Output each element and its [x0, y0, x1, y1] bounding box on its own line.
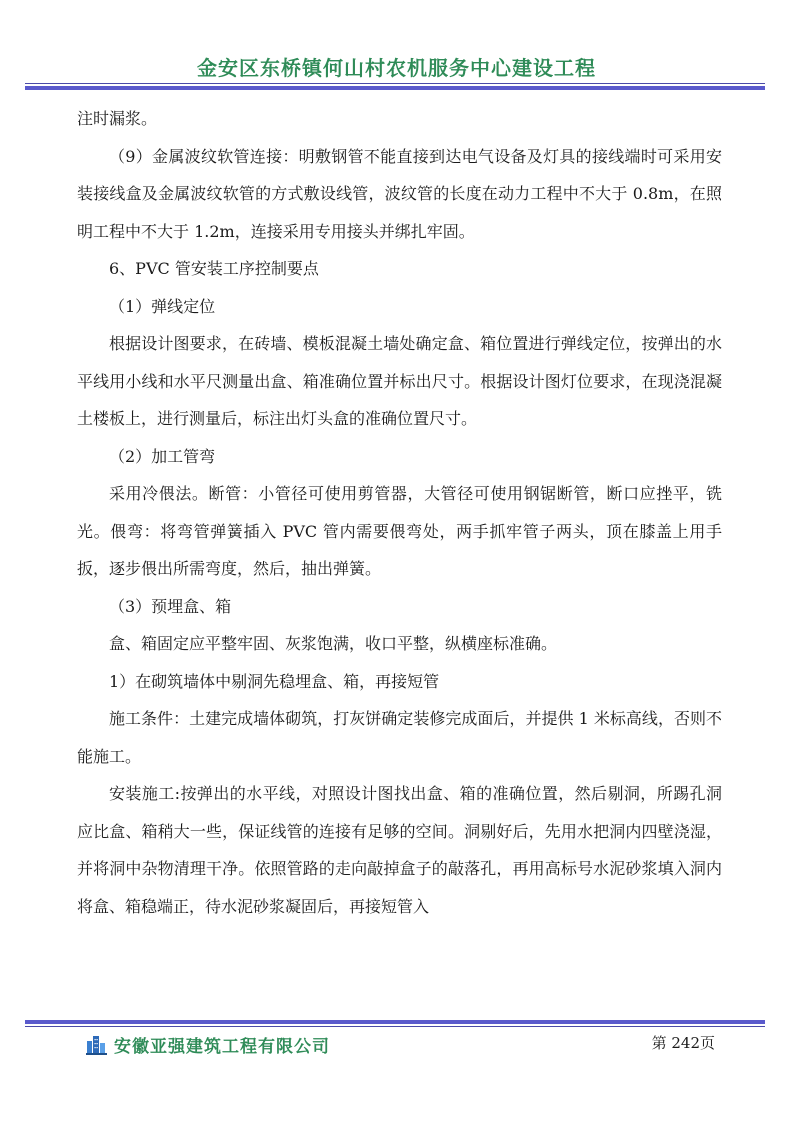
body-paragraph: 安装施工:按弹出的水平线，对照设计图找出盒、箱的准确位置，然后剔洞，所踢孔洞应比盒、箱稍大一些，保证线管的连接有足够的空间。洞剔好后，先用水把洞内四壁浇湿，并将洞中杂物清理干净。依照管路的走向敲掉盒子的敲落孔，再用高标号水泥砂浆填入洞内将盒、箱稳端正，待水泥砂浆凝固后，再接短管入: [77, 784, 722, 916]
page-number: 第 242页: [651, 1034, 715, 1052]
body-paragraph: 施工条件：土建完成墙体砌筑，打灰饼确定装修完成面后，并提供 1 米标高线，否则不能施工。: [77, 709, 722, 766]
header-rule-thin: [25, 83, 765, 84]
footer-company-block: [86, 1030, 330, 1058]
body-paragraph: 注时漏浆。: [77, 109, 158, 128]
footer-rule-thick: [25, 1020, 765, 1024]
body-paragraph: 1）在砌筑墙体中剔洞先稳埋盒、箱，再接短管: [109, 671, 440, 691]
building-logo-icon: [86, 1033, 108, 1055]
header-rule-thick: [25, 86, 765, 90]
page-header-title: 金安区东桥镇何山村农机服务中心建设工程: [197, 56, 596, 80]
body-paragraph: （2）加工管弯: [109, 446, 216, 466]
body-paragraph: 采用冷偎法。断管：小管径可使用剪管器，大管径可使用钢锯断管，断口应挫平，铣光。偎弯：将弯管弹簧插入 PVC 管内需要偎弯处，两手抓牢管子两头，顶在膝盖上用手扳，逐步偎出所需弯度，然后，抽出弹簧。: [77, 484, 722, 578]
footer-company-name: 安徽亚强建筑工程有限公司: [114, 1036, 330, 1057]
body-paragraph: 根据设计图要求，在砖墙、模板混凝土墙处确定盒、箱位置进行弹线定位，按弹出的水平线用小线和水平尺测量出盒、箱准确位置并标出尺寸。根据设计图灯位要求，在现浇混凝土楼板上，进行测量后，标注出灯头盒的准确位置尺寸。: [77, 334, 722, 428]
document-body: [77, 100, 722, 925]
body-paragraph: 盒、箱固定应平整牢固、灰浆饱满，收口平整，纵横座标准确。: [109, 634, 558, 653]
body-paragraph: 6、PVC 管安装工序控制要点: [109, 259, 319, 278]
footer-rule-thin: [25, 1026, 765, 1027]
body-paragraph: （1）弹线定位: [109, 296, 216, 316]
body-paragraph: （9）金属波纹软管连接：明敷钢管不能直接到达电气设备及灯具的接线端时可采用安装接线盒及金属波纹软管的方式敷设线管，波纹管的长度在动力工程中不大于 0.8m，在照明工程中不大于 1.2m，连接采用专用接头并绑扎牢固。: [77, 146, 722, 241]
body-paragraph: （3）预埋盒、箱: [109, 596, 232, 616]
